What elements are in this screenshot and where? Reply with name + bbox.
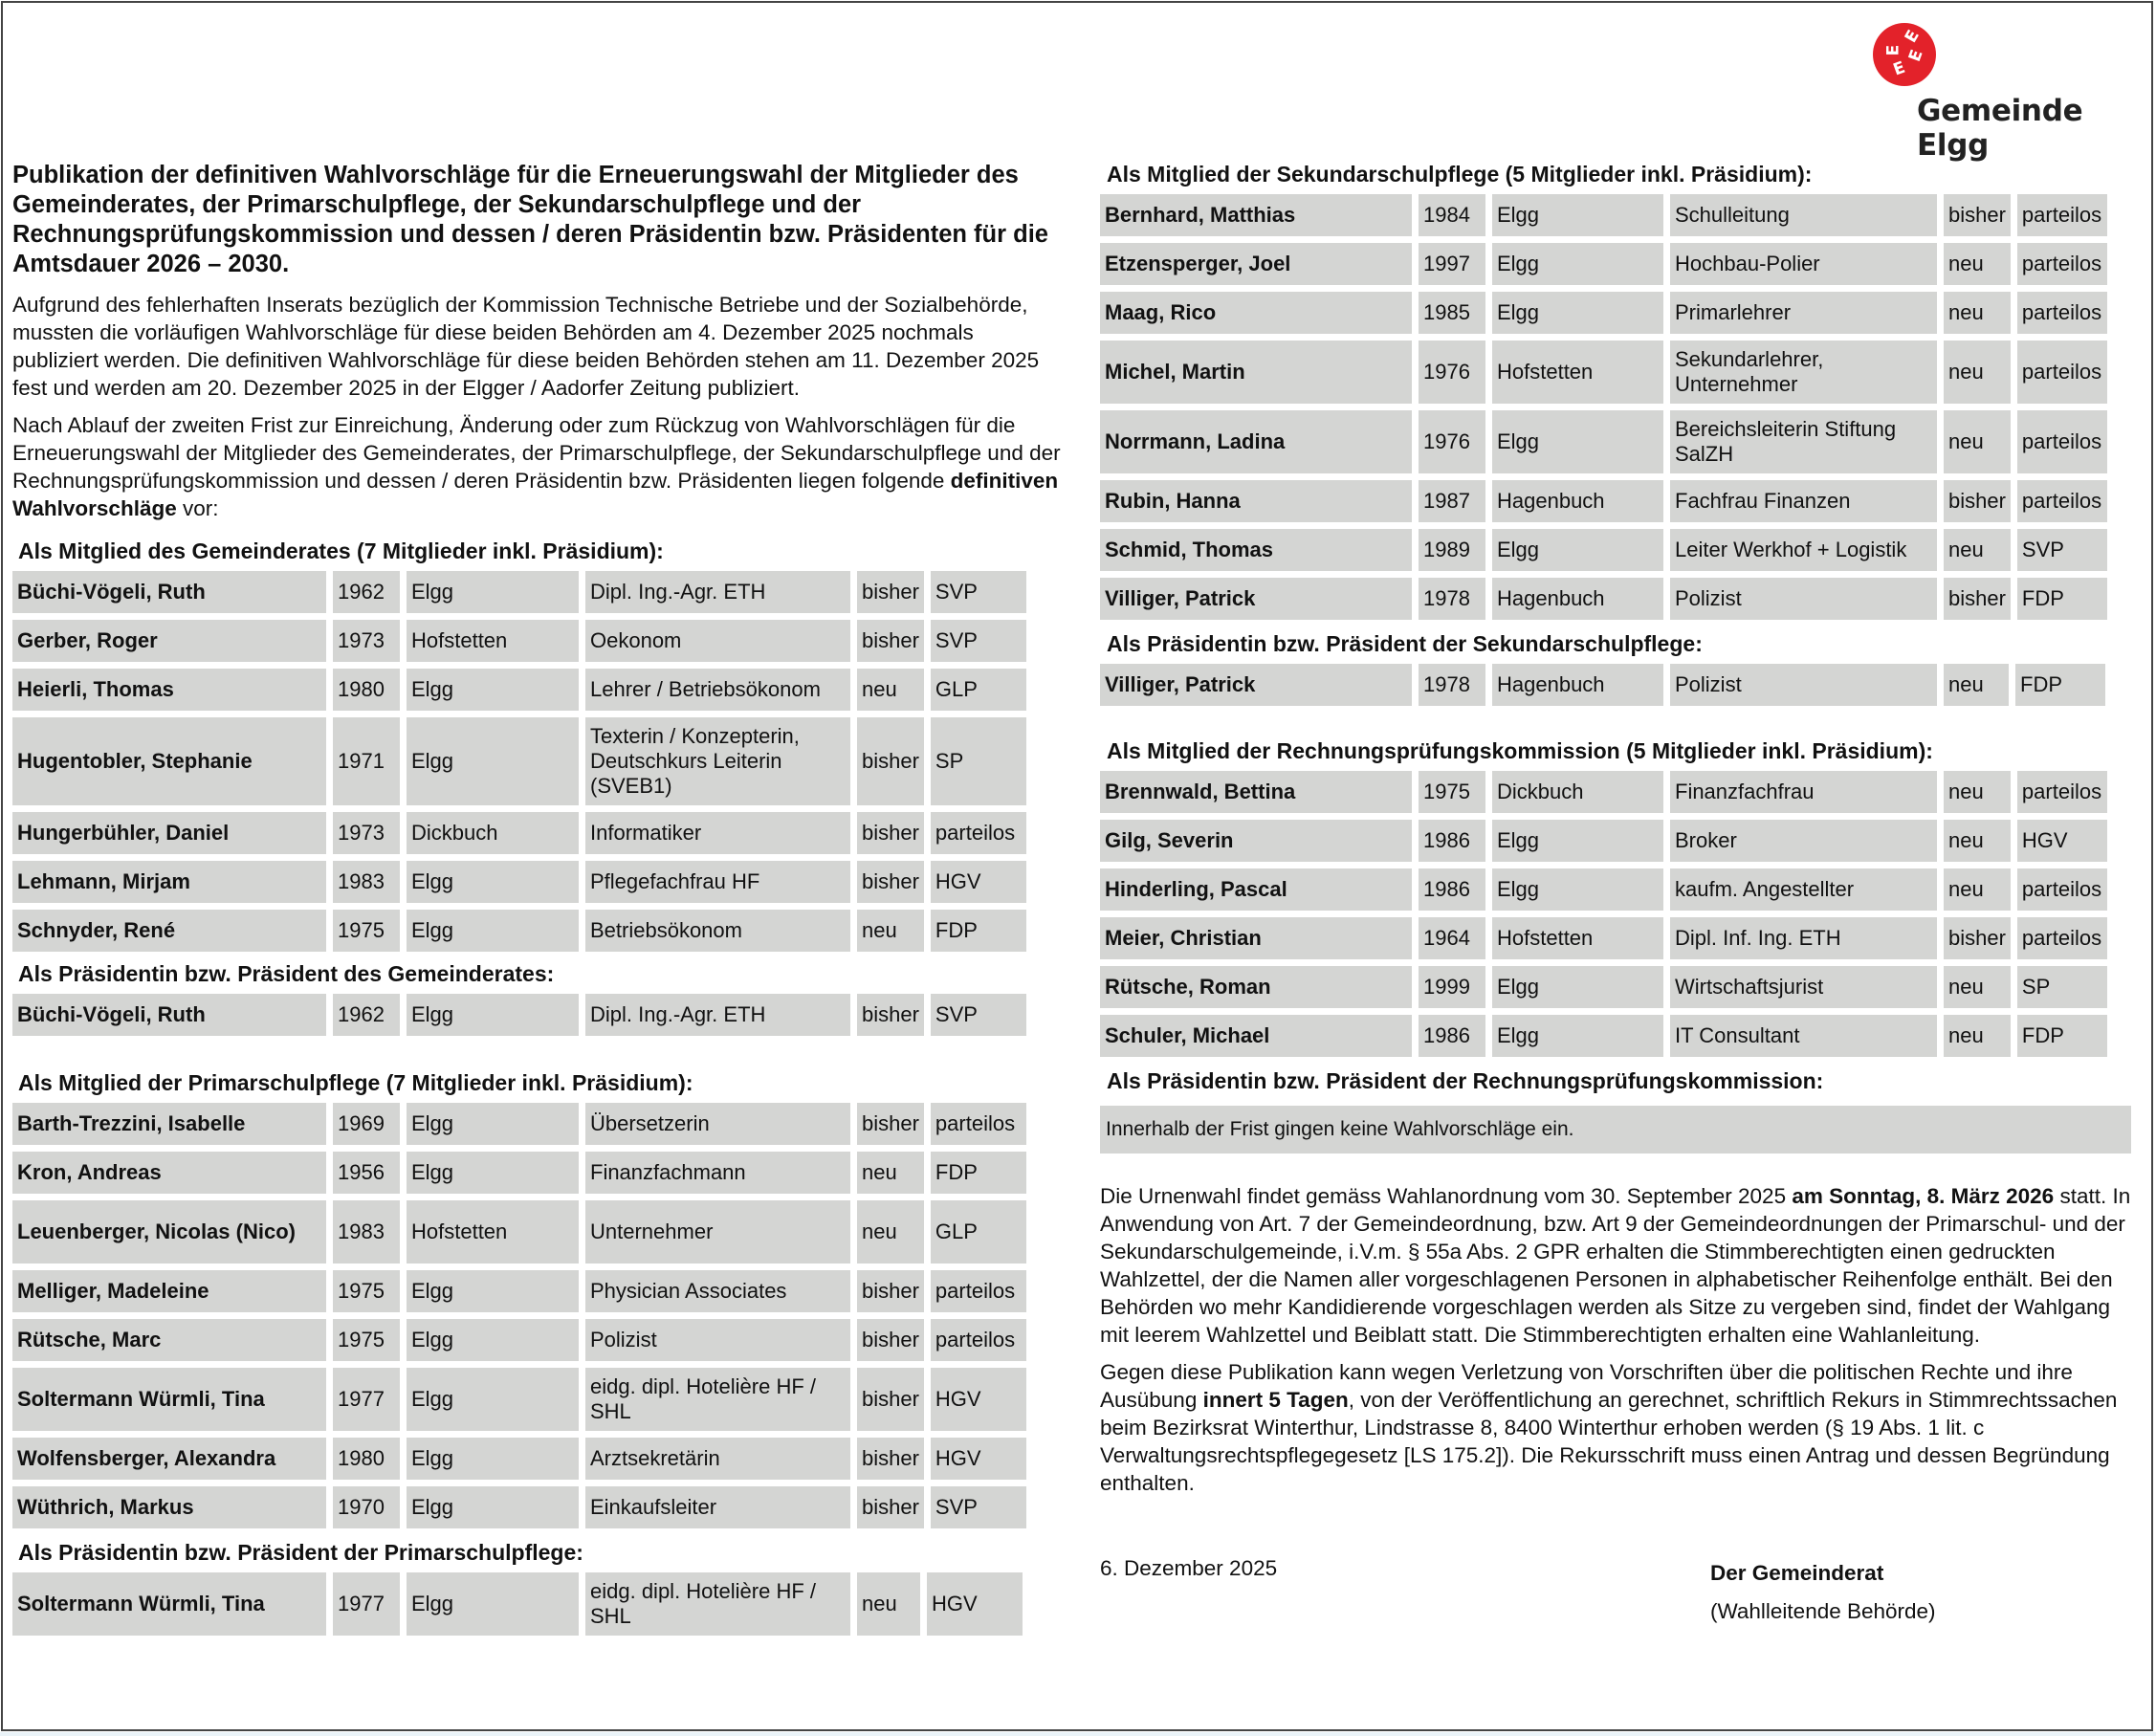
candidate-place: Elgg xyxy=(407,910,579,952)
candidate-row xyxy=(12,620,1026,662)
candidate-status: neu xyxy=(1944,771,2011,813)
candidate-name: Wolfensberger, Alexandra xyxy=(12,1438,326,1480)
candidate-job: Lehrer / Betriebsökonom xyxy=(585,669,850,711)
candidate-status: bisher xyxy=(857,571,924,613)
candidate-name: Soltermann Würmli, Tina xyxy=(12,1368,326,1431)
candidate-name: Kron, Andreas xyxy=(12,1152,326,1194)
candidate-year: 1962 xyxy=(333,994,400,1036)
candidate-place: Elgg xyxy=(407,861,579,903)
candidate-place: Dickbuch xyxy=(407,812,579,854)
candidate-job: Physician Associates xyxy=(585,1270,850,1312)
candidate-row xyxy=(12,1152,1026,1194)
signature-block xyxy=(1100,1554,2133,1631)
candidate-party: parteilos xyxy=(2017,771,2107,813)
candidate-name: Lehmann, Mirjam xyxy=(12,861,326,903)
candidate-party: GLP xyxy=(931,669,1026,711)
candidate-job: eidg. dipl. Hotelière HF / SHL xyxy=(585,1368,850,1431)
municipal-coat-of-arms-icon: E E E E xyxy=(1873,23,1942,92)
candidate-name: Villiger, Patrick xyxy=(1100,578,1412,620)
candidate-table-rpk xyxy=(1093,764,2114,1064)
candidate-place: Elgg xyxy=(407,717,579,805)
section-heading-gemeinderat: Als Mitglied des Gemeinderates (7 Mitglieder inkl. Präsidium): xyxy=(18,538,664,563)
candidate-place: Hofstetten xyxy=(1492,341,1663,404)
candidate-year: 1977 xyxy=(333,1368,400,1431)
candidate-place: Elgg xyxy=(407,1270,579,1312)
candidate-row xyxy=(1100,820,2107,862)
candidate-party: SVP xyxy=(931,1486,1026,1528)
candidate-place: Hofstetten xyxy=(407,1200,579,1264)
candidate-party: SVP xyxy=(2017,529,2107,571)
candidate-job: Polizist xyxy=(1670,578,1937,620)
candidate-job: Einkaufsleiter xyxy=(585,1486,850,1528)
candidate-party: parteilos xyxy=(2017,243,2107,285)
candidate-job: Fachfrau Finanzen xyxy=(1670,480,1937,522)
candidate-name: Norrmann, Ladina xyxy=(1100,410,1412,473)
candidate-place: Elgg xyxy=(1492,820,1663,862)
candidate-year: 1969 xyxy=(333,1103,400,1145)
candidate-year: 1989 xyxy=(1419,529,1485,571)
publication-date: 6. Dezember 2025 xyxy=(1100,1556,1278,1580)
candidate-party: HGV xyxy=(931,1438,1026,1480)
candidate-row xyxy=(1100,578,2107,620)
page-title: Publikation der definitiven Wahlvorschläge für die Erneuerungswahl der Mitglieder des Gemeinderates, der Primarschulpflege, der Sekundarschulpflege und der Rechnungsprüfungskommission und dessen / deren Präsidentin bzw. Präsidenten für die Amtsdauer 2026 – 2030. xyxy=(12,162,1048,277)
candidate-party: HGV xyxy=(2017,820,2107,862)
candidate-year: 1975 xyxy=(1419,771,1485,813)
candidate-place: Hagenbuch xyxy=(1492,664,1663,706)
candidate-name: Büchi-Vögeli, Ruth xyxy=(12,994,326,1036)
candidate-place: Hagenbuch xyxy=(1492,480,1663,522)
candidate-row xyxy=(12,910,1026,952)
candidate-row xyxy=(1100,529,2107,571)
closing-paragraph-appeal: Gegen diese Publikation kann wegen Verletzung von Vorschriften über die politischen Rechte und ihre Ausübung innert 5 Tagen, von der Veröffentlichung an gerechnet, schriftlich Rekurs in Stimmrechtssachen beim Bezirksrat Winterthur, Lindstrasse 8, 8400 Winterthur erhoben werden (§ 19 Abs. 1 lit. c Verwaltungsrechtspflegegesetz [LS 175.2]). Die Rekursschrift muss einen Antrag und dessen Begründung enthalten. xyxy=(1100,1360,2118,1495)
candidate-place: Elgg xyxy=(1492,1015,1663,1057)
right-column xyxy=(1100,161,2133,1631)
candidate-job: Leiter Werkhof + Logistik xyxy=(1670,529,1937,571)
candidate-year: 1980 xyxy=(333,669,400,711)
candidate-row xyxy=(12,861,1026,903)
candidate-name: Büchi-Vögeli, Ruth xyxy=(12,571,326,613)
candidate-row xyxy=(12,994,1026,1036)
candidate-job: kaufm. Angestellter xyxy=(1670,868,1937,911)
candidate-job: Schulleitung xyxy=(1670,194,1937,236)
candidate-job: Polizist xyxy=(1670,664,1937,706)
candidate-status: neu xyxy=(857,910,924,952)
candidate-job: Wirtschaftsjurist xyxy=(1670,966,1937,1008)
candidate-row xyxy=(12,1270,1026,1312)
candidate-year: 1976 xyxy=(1419,341,1485,404)
candidate-year: 1973 xyxy=(333,812,400,854)
candidate-place: Elgg xyxy=(407,1152,579,1194)
left-column xyxy=(12,161,1065,1642)
candidate-name: Michel, Martin xyxy=(1100,341,1412,404)
page-bottom-edge xyxy=(0,1732,2156,1736)
candidate-year: 1956 xyxy=(333,1152,400,1194)
candidate-year: 1997 xyxy=(1419,243,1485,285)
candidate-year: 1978 xyxy=(1419,664,1485,706)
candidate-place: Elgg xyxy=(407,1368,579,1431)
candidate-job: Unternehmer xyxy=(585,1200,850,1264)
candidate-party: parteilos xyxy=(931,1270,1026,1312)
candidate-status: neu xyxy=(857,1200,924,1264)
candidate-party: HGV xyxy=(931,1368,1026,1431)
candidate-party: parteilos xyxy=(2017,868,2107,911)
candidate-year: 1964 xyxy=(1419,917,1485,959)
candidate-year: 1999 xyxy=(1419,966,1485,1008)
candidate-table-primarschulpflege-praesidium xyxy=(6,1566,1029,1642)
candidate-status: neu xyxy=(1944,292,2011,334)
candidate-place: Hofstetten xyxy=(1492,917,1663,959)
candidate-party: parteilos xyxy=(2017,410,2107,473)
candidate-place: Elgg xyxy=(1492,243,1663,285)
candidate-place: Elgg xyxy=(407,1486,579,1528)
candidate-row xyxy=(1100,243,2107,285)
signatory-role: (Wahlleitende Behörde) xyxy=(1710,1599,1936,1623)
candidate-row xyxy=(1100,664,2105,706)
candidate-place: Elgg xyxy=(1492,194,1663,236)
candidate-name: Soltermann Würmli, Tina xyxy=(12,1572,326,1636)
candidate-party: parteilos xyxy=(2017,292,2107,334)
candidate-table-sekundarschulpflege-praesidium xyxy=(1093,657,2112,713)
section-heading-rpk-praesidium: Als Präsidentin bzw. Präsident der Rechnungsprüfungskommission: xyxy=(1107,1068,1824,1093)
candidate-status: bisher xyxy=(857,620,924,662)
candidate-row xyxy=(12,1103,1026,1145)
candidate-status: neu xyxy=(857,1152,924,1194)
candidate-row xyxy=(12,1319,1026,1361)
candidate-table-sekundarschulpflege xyxy=(1093,187,2114,626)
candidate-status: bisher xyxy=(857,861,924,903)
candidate-place: Elgg xyxy=(1492,410,1663,473)
candidate-row xyxy=(1100,410,2107,473)
candidate-year: 1980 xyxy=(333,1438,400,1480)
candidate-row xyxy=(1100,966,2107,1008)
candidate-name: Leuenberger, Nicolas (Nico) xyxy=(12,1200,326,1264)
section-heading-rpk: Als Mitglied der Rechnungsprüfungskommission (5 Mitglieder inkl. Präsidium): xyxy=(1107,738,1933,763)
candidate-year: 1962 xyxy=(333,571,400,613)
candidate-row xyxy=(1100,194,2107,236)
candidate-party: parteilos xyxy=(2017,194,2107,236)
candidate-status: neu xyxy=(857,669,924,711)
candidate-party: FDP xyxy=(931,1152,1026,1194)
candidate-name: Bernhard, Matthias xyxy=(1100,194,1412,236)
candidate-place: Elgg xyxy=(1492,529,1663,571)
candidate-place: Elgg xyxy=(407,994,579,1036)
candidate-row xyxy=(12,1200,1026,1264)
candidate-status: neu xyxy=(1944,341,2011,404)
candidate-job: eidg. dipl. Hotelière HF / SHL xyxy=(585,1572,850,1636)
intro-paragraph-2: Nach Ablauf der zweiten Frist zur Einreichung, Änderung oder zum Rückzug von Wahlvorschlägen für die Erneuerungswahl der Mitglieder des Gemeinderates, der Primarschulpflege, der Sekundarschulpflege und der Rechnungsprüfungskommission und dessen / deren Präsidentin bzw. Präsidenten liegen folgende definitiven Wahlvorschläge vor: xyxy=(12,413,1061,520)
candidate-status: bisher xyxy=(857,1486,924,1528)
candidate-place: Hofstetten xyxy=(407,620,579,662)
candidate-job: Dipl. Inf. Ing. ETH xyxy=(1670,917,1937,959)
candidate-name: Gerber, Roger xyxy=(12,620,326,662)
brand-name: Gemeinde Elgg xyxy=(1917,94,2083,163)
candidate-place: Elgg xyxy=(1492,868,1663,911)
candidate-row xyxy=(1100,341,2107,404)
candidate-year: 1975 xyxy=(333,1319,400,1361)
candidate-job: Finanzfachmann xyxy=(585,1152,850,1194)
candidate-name: Rütsche, Roman xyxy=(1100,966,1412,1008)
candidate-name: Melliger, Madeleine xyxy=(12,1270,326,1312)
candidate-year: 1975 xyxy=(333,1270,400,1312)
candidate-job: Dipl. Ing.-Agr. ETH xyxy=(585,994,850,1036)
candidate-job: Bereichsleiterin Stiftung SalZH xyxy=(1670,410,1937,473)
section-heading-primarschulpflege-praesidium: Als Präsidentin bzw. Präsident der Primarschulpflege: xyxy=(18,1540,583,1565)
candidate-place: Dickbuch xyxy=(1492,771,1663,813)
candidate-status: bisher xyxy=(857,812,924,854)
candidate-status: neu xyxy=(1944,966,2011,1008)
candidate-name: Hugentobler, Stephanie xyxy=(12,717,326,805)
candidate-name: Villiger, Patrick xyxy=(1100,664,1412,706)
candidate-status: bisher xyxy=(857,1270,924,1312)
candidate-row xyxy=(1100,868,2107,911)
candidate-job: Arztsekretärin xyxy=(585,1438,850,1480)
candidate-year: 1985 xyxy=(1419,292,1485,334)
candidate-row xyxy=(12,571,1026,613)
candidate-party: parteilos xyxy=(2017,341,2107,404)
signatory xyxy=(1710,1554,1936,1631)
candidate-row xyxy=(12,669,1026,711)
candidate-place: Elgg xyxy=(1492,292,1663,334)
candidate-row xyxy=(12,1368,1026,1431)
candidate-status: bisher xyxy=(1944,480,2011,522)
candidate-name: Schnyder, René xyxy=(12,910,326,952)
candidate-party: FDP xyxy=(931,910,1026,952)
candidate-row xyxy=(1100,292,2107,334)
candidate-year: 1984 xyxy=(1419,194,1485,236)
section-heading-sekundarschulpflege: Als Mitglied der Sekundarschulpflege (5 Mitglieder inkl. Präsidium): xyxy=(1107,162,1813,187)
section-heading-primarschulpflege: Als Mitglied der Primarschulpflege (7 Mitglieder inkl. Präsidium): xyxy=(18,1070,693,1095)
candidate-status: bisher xyxy=(857,1438,924,1480)
candidate-party: parteilos xyxy=(931,1103,1026,1145)
candidate-status: neu xyxy=(1944,664,2009,706)
candidate-year: 1975 xyxy=(333,910,400,952)
candidate-name: Brennwald, Bettina xyxy=(1100,771,1412,813)
candidate-table-gemeinderat xyxy=(6,564,1033,958)
candidate-status: bisher xyxy=(857,1368,924,1431)
candidate-party: SP xyxy=(2017,966,2107,1008)
candidate-row xyxy=(12,1438,1026,1480)
candidate-job: Pflegefachfrau HF xyxy=(585,861,850,903)
candidate-name: Schmid, Thomas xyxy=(1100,529,1412,571)
candidate-name: Heierli, Thomas xyxy=(12,669,326,711)
candidate-table-gemeinderat-praesidium xyxy=(6,987,1033,1043)
candidate-year: 1970 xyxy=(333,1486,400,1528)
candidate-job: Dipl. Ing.-Agr. ETH xyxy=(585,571,850,613)
candidate-table-primarschulpflege xyxy=(6,1096,1033,1535)
candidate-status: neu xyxy=(1944,820,2011,862)
candidate-status: neu xyxy=(1944,529,2011,571)
candidate-job: IT Consultant xyxy=(1670,1015,1937,1057)
candidate-name: Hinderling, Pascal xyxy=(1100,868,1412,911)
candidate-job: Finanzfachfrau xyxy=(1670,771,1937,813)
candidate-party: SVP xyxy=(931,571,1026,613)
candidate-party: parteilos xyxy=(2017,917,2107,959)
candidate-place: Elgg xyxy=(407,1319,579,1361)
candidate-year: 1971 xyxy=(333,717,400,805)
candidate-job: Texterin / Konzepterin, Deutschkurs Leiterin (SVEB1) xyxy=(585,717,850,805)
candidate-row xyxy=(1100,1015,2107,1057)
candidate-status: bisher xyxy=(857,1103,924,1145)
candidate-place: Elgg xyxy=(407,1438,579,1480)
candidate-party: SVP xyxy=(931,620,1026,662)
candidate-place: Elgg xyxy=(1492,966,1663,1008)
candidate-job: Betriebsökonom xyxy=(585,910,850,952)
candidate-name: Maag, Rico xyxy=(1100,292,1412,334)
candidate-job: Informatiker xyxy=(585,812,850,854)
candidate-job: Primarlehrer xyxy=(1670,292,1937,334)
candidate-place: Elgg xyxy=(407,1103,579,1145)
candidate-name: Meier, Christian xyxy=(1100,917,1412,959)
candidate-name: Wüthrich, Markus xyxy=(12,1486,326,1528)
candidate-place: Elgg xyxy=(407,1572,579,1636)
candidate-job: Hochbau-Polier xyxy=(1670,243,1937,285)
candidate-party: FDP xyxy=(2017,578,2107,620)
candidate-status: bisher xyxy=(1944,917,2011,959)
closing-paragraph-election: Die Urnenwahl findet gemäss Wahlanordnung vom 30. September 2025 am Sonntag, 8. März 2026 statt. In Anwendung von Art. 7 der Gemeindeordnung, bzw. Art 9 der Gemeindeordnungen der Primarschul- und der Sekundarschulgemeinde, i.V.m. § 55a Abs. 2 GPR erhalten die Stimmberechtigten einen gedruckten Wahlzettel, der die Namen aller vorgeschlagenen Personen in alphabetischer Reihenfolge enthält. Bei den Behörden wo mehr Kandidierende vorgeschlagen werden als Sitze zu vergeben sind, findet der Wahlgang mit leerem Wahlzettel und Beiblatt statt. Die Stimmberechtigten erhalten eine Wahlanleitung. xyxy=(1100,1184,2131,1347)
candidate-status: bisher xyxy=(857,1319,924,1361)
candidate-row xyxy=(12,1572,1023,1636)
candidate-job: Übersetzerin xyxy=(585,1103,850,1145)
rpk-praesidium-no-proposals: Innerhalb der Frist gingen keine Wahlvorschläge ein. xyxy=(1100,1106,2131,1154)
candidate-name: Hungerbühler, Daniel xyxy=(12,812,326,854)
candidate-name: Etzensperger, Joel xyxy=(1100,243,1412,285)
candidate-name: Rütsche, Marc xyxy=(12,1319,326,1361)
candidate-job: Polizist xyxy=(585,1319,850,1361)
candidate-place: Elgg xyxy=(407,571,579,613)
candidate-row xyxy=(12,812,1026,854)
candidate-status: bisher xyxy=(857,994,924,1036)
candidate-party: parteilos xyxy=(931,1319,1026,1361)
candidate-status: bisher xyxy=(857,717,924,805)
candidate-name: Schuler, Michael xyxy=(1100,1015,1412,1057)
candidate-party: SVP xyxy=(931,994,1026,1036)
candidate-party: FDP xyxy=(2015,664,2105,706)
candidate-name: Rubin, Hanna xyxy=(1100,480,1412,522)
candidate-party: SP xyxy=(931,717,1026,805)
candidate-year: 1986 xyxy=(1419,1015,1485,1057)
candidate-party: HGV xyxy=(927,1572,1023,1636)
candidate-place: Hagenbuch xyxy=(1492,578,1663,620)
candidate-year: 1986 xyxy=(1419,868,1485,911)
candidate-status: neu xyxy=(1944,1015,2011,1057)
candidate-row xyxy=(12,717,1026,805)
candidate-status: neu xyxy=(1944,868,2011,911)
candidate-year: 1976 xyxy=(1419,410,1485,473)
candidate-status: neu xyxy=(1944,243,2011,285)
candidate-party: GLP xyxy=(931,1200,1026,1264)
candidate-party: parteilos xyxy=(931,812,1026,854)
candidate-party: HGV xyxy=(931,861,1026,903)
candidate-place: Elgg xyxy=(407,669,579,711)
candidate-year: 1978 xyxy=(1419,578,1485,620)
candidate-year: 1987 xyxy=(1419,480,1485,522)
candidate-party: parteilos xyxy=(2017,480,2107,522)
candidate-row xyxy=(1100,480,2107,522)
candidate-year: 1973 xyxy=(333,620,400,662)
candidate-party: FDP xyxy=(2017,1015,2107,1057)
candidate-row xyxy=(1100,917,2107,959)
candidate-status: neu xyxy=(857,1572,920,1636)
candidate-name: Gilg, Severin xyxy=(1100,820,1412,862)
candidate-year: 1983 xyxy=(333,861,400,903)
section-heading-sekundarschulpflege-praesidium: Als Präsidentin bzw. Präsident der Sekundarschulpflege: xyxy=(1107,631,1703,656)
candidate-row xyxy=(1100,771,2107,813)
candidate-status: bisher xyxy=(1944,578,2011,620)
candidate-job: Sekundarlehrer, Unternehmer xyxy=(1670,341,1937,404)
candidate-row xyxy=(12,1486,1026,1528)
candidate-year: 1977 xyxy=(333,1572,400,1636)
intro-paragraph-1: Aufgrund des fehlerhaften Inserats bezüglich der Kommission Technische Betriebe und der Sozialbehörde, mussten die vorläufigen Wahlvorschläge für diese beiden Behörden am 4. Dezember 2025 nochmals publiziert werden. Die definitiven Wahlvorschläge für diese beiden Behörden stehen am 11. Dezember 2025 fest und werden am 20. Dezember 2025 in der Elgger / Aadorfer Zeitung publiziert. xyxy=(12,293,1040,400)
candidate-status: bisher xyxy=(1944,194,2011,236)
section-heading-gemeinderat-praesidium: Als Präsidentin bzw. Präsident des Gemeinderates: xyxy=(18,961,555,986)
candidate-job: Oekonom xyxy=(585,620,850,662)
candidate-status: neu xyxy=(1944,410,2011,473)
candidate-year: 1986 xyxy=(1419,820,1485,862)
candidate-job: Broker xyxy=(1670,820,1937,862)
signatory-name: Der Gemeinderat xyxy=(1710,1561,1884,1585)
candidate-year: 1983 xyxy=(333,1200,400,1264)
candidate-name: Barth-Trezzini, Isabelle xyxy=(12,1103,326,1145)
